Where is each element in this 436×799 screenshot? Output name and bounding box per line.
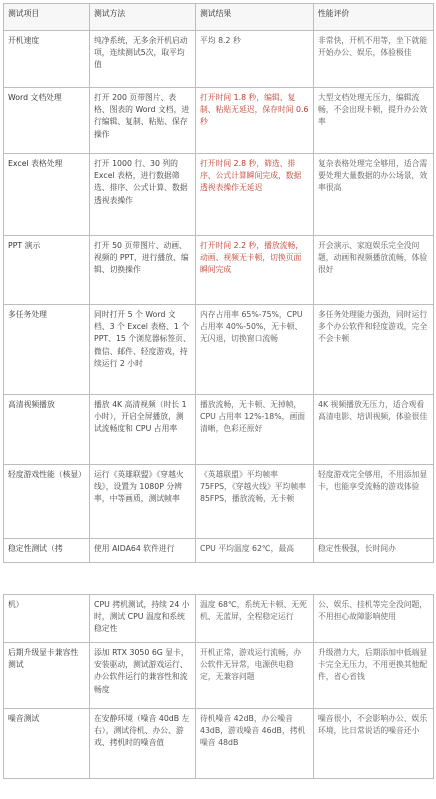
cell-eval: 稳定性极强，长时间办	[314, 539, 434, 563]
spec-table-bottom	[3, 594, 434, 779]
cell-result: 打开时间 1.8 秒，编辑、复制、粘贴无延迟，保存时间 0.6 秒	[196, 88, 314, 154]
cell-result: 播放流畅，无卡顿、无掉帧，CPU 占用率 12%-18%，画面清晰，色彩还原好	[196, 395, 314, 465]
header-test-method: 测试方法	[90, 4, 196, 31]
table-row	[4, 709, 434, 779]
cell-eval: 噪音很小，不会影响办公、娱乐环境，比日常说话的噪音还小	[314, 709, 434, 779]
cell-result: 开机正常，游戏运行流畅，办公软件无异常，电源供电稳定，无兼容问题	[196, 643, 314, 709]
cell-result: 打开时间 2.2 秒，播放流畅，动画、视频无卡顿，切换页面瞬间完成	[196, 236, 314, 305]
table-row	[4, 539, 434, 563]
table-row	[4, 236, 434, 305]
header-test-result: 测试结果	[196, 4, 314, 31]
cell-result: 温度 68℃，系统无卡顿、无死机、无蓝屏，全程稳定运行	[196, 595, 314, 643]
header-evaluation: 性能评价	[314, 4, 434, 31]
cell-method: 同时打开 5 个 Word 文档、3 个 Excel 表格、1 个 PPT、15 个浏览器标签页、微信、邮件、轻度游戏，持续运行 2 小时	[90, 305, 196, 395]
cell-method: 打开 200 页带图片、表格、图表的 Word 文档，进行编辑、复制、粘贴、保存操作	[90, 88, 196, 154]
cell-result: 平均 8.2 秒	[196, 31, 314, 88]
cell-method: 打开 1000 行、30 列的 Excel 表格，进行数据筛选、排序、公式计算、数据透视表操作	[90, 154, 196, 236]
cell-item: 开机速度	[4, 31, 90, 88]
table-row	[4, 31, 434, 88]
cell-eval: 复杂表格处理完全够用，适合需要处理大量数据的办公场景，效率很高	[314, 154, 434, 236]
table-row	[4, 154, 434, 236]
table-row	[4, 305, 434, 395]
cell-method: 添加 RTX 3050 6G 显卡，安装驱动，测试游戏运行、办公软件运行的兼容性和流畅度	[90, 643, 196, 709]
cell-method: 使用 AIDA64 软件进行	[90, 539, 196, 563]
cell-eval: 大型文档处理无压力，编辑流畅，不会出现卡顿，提升办公效率	[314, 88, 434, 154]
cell-method: 运行《英雄联盟》《穿越火线》，设置为 1080P 分辨率，中等画质，测试帧率	[90, 465, 196, 539]
cell-item: 高清视频播放	[4, 395, 90, 465]
cell-result: 待机噪音 42dB，办公噪音 43dB，游戏噪音 46dB，拷机噪音 48dB	[196, 709, 314, 779]
cell-item: Excel 表格处理	[4, 154, 90, 236]
table-row	[4, 595, 434, 643]
table-row	[4, 88, 434, 154]
cell-method: 播放 4K 高清视频（时长 1 小时），开启全屏播放，测试流畅度和 CPU 占用率	[90, 395, 196, 465]
cell-result: 《英雄联盟》平均帧率 75FPS，《穿越火线》平均帧率 85FPS，播放流畅，无卡顿	[196, 465, 314, 539]
cell-item: 多任务处理	[4, 305, 90, 395]
cell-method: 打开 50 页带图片、动画、视频的 PPT，进行播放、编辑、切换操作	[90, 236, 196, 305]
cell-item: PPT 演示	[4, 236, 90, 305]
cell-item: 后期升级显卡兼容性测试	[4, 643, 90, 709]
table-row	[4, 395, 434, 465]
table-header-row	[4, 4, 434, 31]
cell-method: 纯净系统，无多余开机启动项，连续测试5次，取平均值	[90, 31, 196, 88]
cell-item: 机）	[4, 595, 90, 643]
cell-eval: 公、娱乐、挂机等完全没问题，不用担心故障影响使用	[314, 595, 434, 643]
cell-item: Word 文档处理	[4, 88, 90, 154]
table-row	[4, 643, 434, 709]
cell-eval: 开会演示、家庭娱乐完全没问题，动画和视频播放流畅，体验很好	[314, 236, 434, 305]
cell-eval: 4K 视频播放无压力，适合观看高清电影、培训视频，体验很佳	[314, 395, 434, 465]
cell-item: 稳定性测试（拷	[4, 539, 90, 563]
page-break	[0, 586, 436, 594]
table-row	[4, 465, 434, 539]
cell-method: CPU 拷机测试，持续 24 小时，测试 CPU 温度和系统稳定性	[90, 595, 196, 643]
cell-eval: 多任务处理能力强劲，同时运行多个办公软件和轻度游戏，完全不会卡顿	[314, 305, 434, 395]
cell-item: 噪音测试	[4, 709, 90, 779]
header-test-item: 测试项目	[4, 4, 90, 31]
cell-item: 轻度游戏性能（核显）	[4, 465, 90, 539]
cell-method: 在安静环境（噪音 40dB 左右），测试待机、办公、游戏、拷机时的噪音值	[90, 709, 196, 779]
cell-result: 内存占用率 65%-75%，CPU 占用率 40%-50%，无卡顿、无闪退，切换窗口流畅	[196, 305, 314, 395]
spec-table-top	[3, 3, 434, 563]
cell-eval: 轻度游戏完全够用，不用添加显卡，也能享受流畅的游戏体验	[314, 465, 434, 539]
cell-eval: 升级潜力大，后期添加中低端显卡完全无压力，不用更换其他配件，省心省钱	[314, 643, 434, 709]
cell-eval: 非常快，开机不用等，坐下就能开始办公、娱乐，体验极佳	[314, 31, 434, 88]
cell-result: 打开时间 2.8 秒，筛选、排序、公式计算瞬间完成，数据透视表操作无延迟	[196, 154, 314, 236]
cell-result: CPU 平均温度 62℃，最高	[196, 539, 314, 563]
